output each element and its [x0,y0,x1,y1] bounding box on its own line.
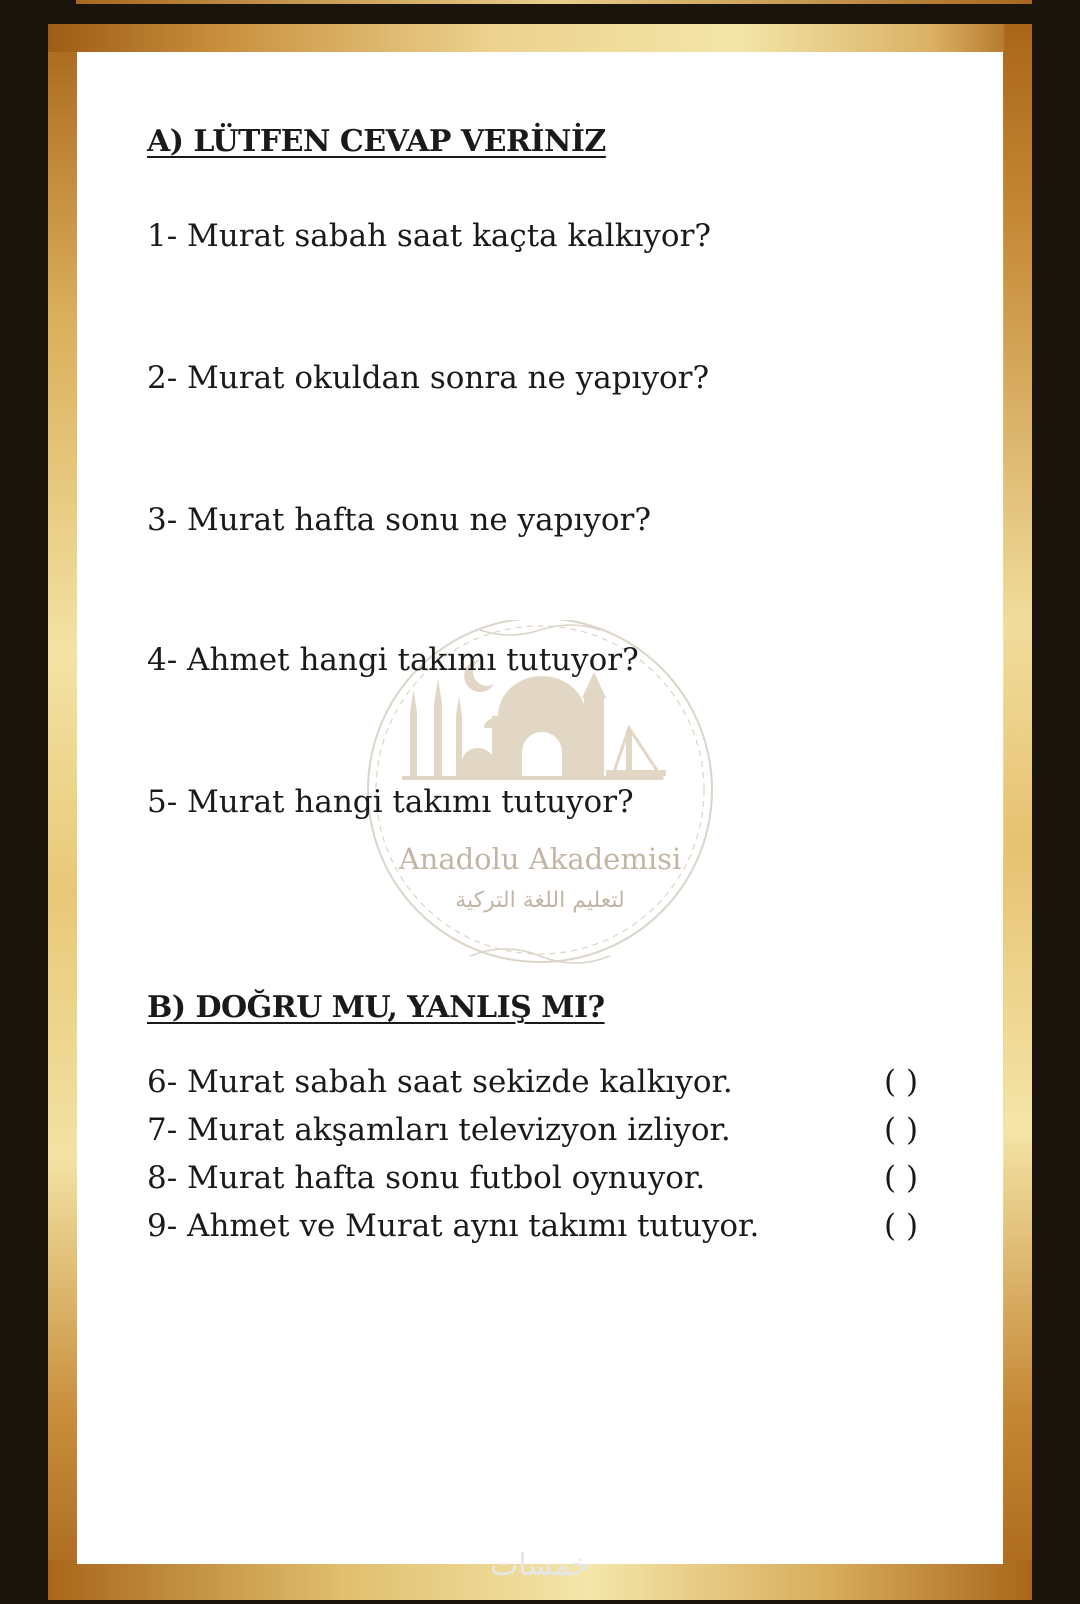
footer-watermark: خمسات [489,1548,591,1583]
watermark-arabic-subtitle: لتعليم اللغة التركية [455,888,625,913]
question-5: 5- Murat hangi takımı tutuyor? [147,784,634,820]
question-4: 4- Ahmet hangi takımı tutuyor? [147,642,639,678]
frame-right-edge [1004,24,1032,1600]
answer-box-9[interactable]: ( ) [884,1208,919,1244]
answer-box-6[interactable]: ( ) [884,1064,919,1100]
statement-9: 9- Ahmet ve Murat aynı takımı tutuyor. [147,1208,760,1244]
true-false-row [147,1112,937,1156]
statement-6: 6- Murat sabah saat sekizde kalkıyor. [147,1064,733,1100]
top-gold-strip [76,0,1032,4]
answer-box-7[interactable]: ( ) [884,1112,919,1148]
question-2: 2- Murat okuldan sonra ne yapıyor? [147,360,710,396]
section-b-title: B) DOĞRU MU, YANLIŞ MI? [147,990,605,1025]
true-false-row [147,1160,937,1204]
answer-box-8[interactable]: ( ) [884,1160,919,1196]
statement-7: 7- Murat akşamları televizyon izliyor. [147,1112,731,1148]
statement-8: 8- Murat hafta sonu futbol oynuyor. [147,1160,706,1196]
true-false-row [147,1064,937,1108]
section-a-title: A) LÜTFEN CEVAP VERİNİZ [147,124,606,159]
question-1: 1- Murat sabah saat kaçta kalkıyor? [147,218,712,254]
question-3: 3- Murat hafta sonu ne yapıyor? [147,502,651,538]
watermark-academy-name: Anadolu Akademisi [398,842,682,876]
frame-top-edge [48,24,1032,52]
true-false-row [147,1208,937,1252]
